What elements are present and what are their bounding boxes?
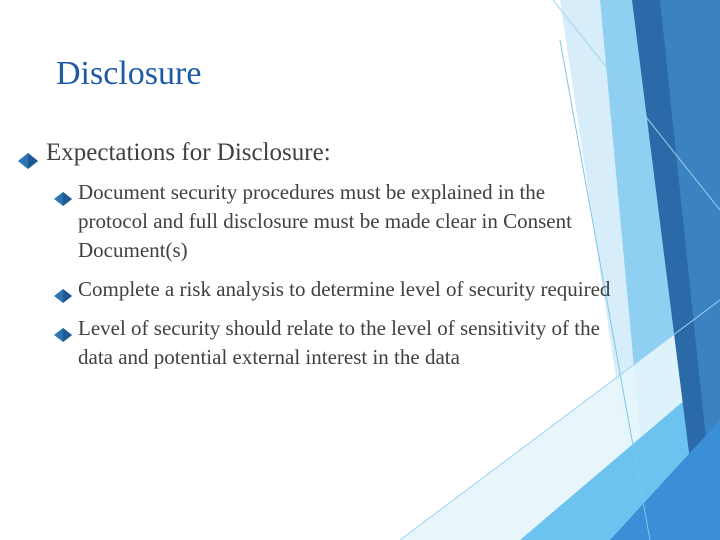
bullet-level1	[18, 136, 618, 170]
diamond-bullet-icon	[54, 185, 72, 199]
bullet-level2	[18, 275, 618, 304]
bullet-list	[18, 136, 618, 372]
diamond-bullet-icon	[54, 321, 72, 335]
bullet-text: Level of security should relate to the level of sensitivity of the data and potential external interest in the data	[78, 316, 600, 369]
bullet-text: Document security procedures must be explained in the protocol and full disclosure must be made clear in Consent Document(s)	[78, 180, 572, 262]
slide-title: Disclosure	[56, 55, 202, 92]
bullet-text: Expectations for Disclosure:	[46, 139, 331, 166]
diamond-bullet-icon	[18, 145, 38, 161]
bullet-level2	[18, 178, 618, 265]
diamond-bullet-icon	[54, 282, 72, 296]
bullet-level2	[18, 314, 618, 372]
bullet-text: Complete a risk analysis to determine level of security required	[78, 277, 611, 301]
